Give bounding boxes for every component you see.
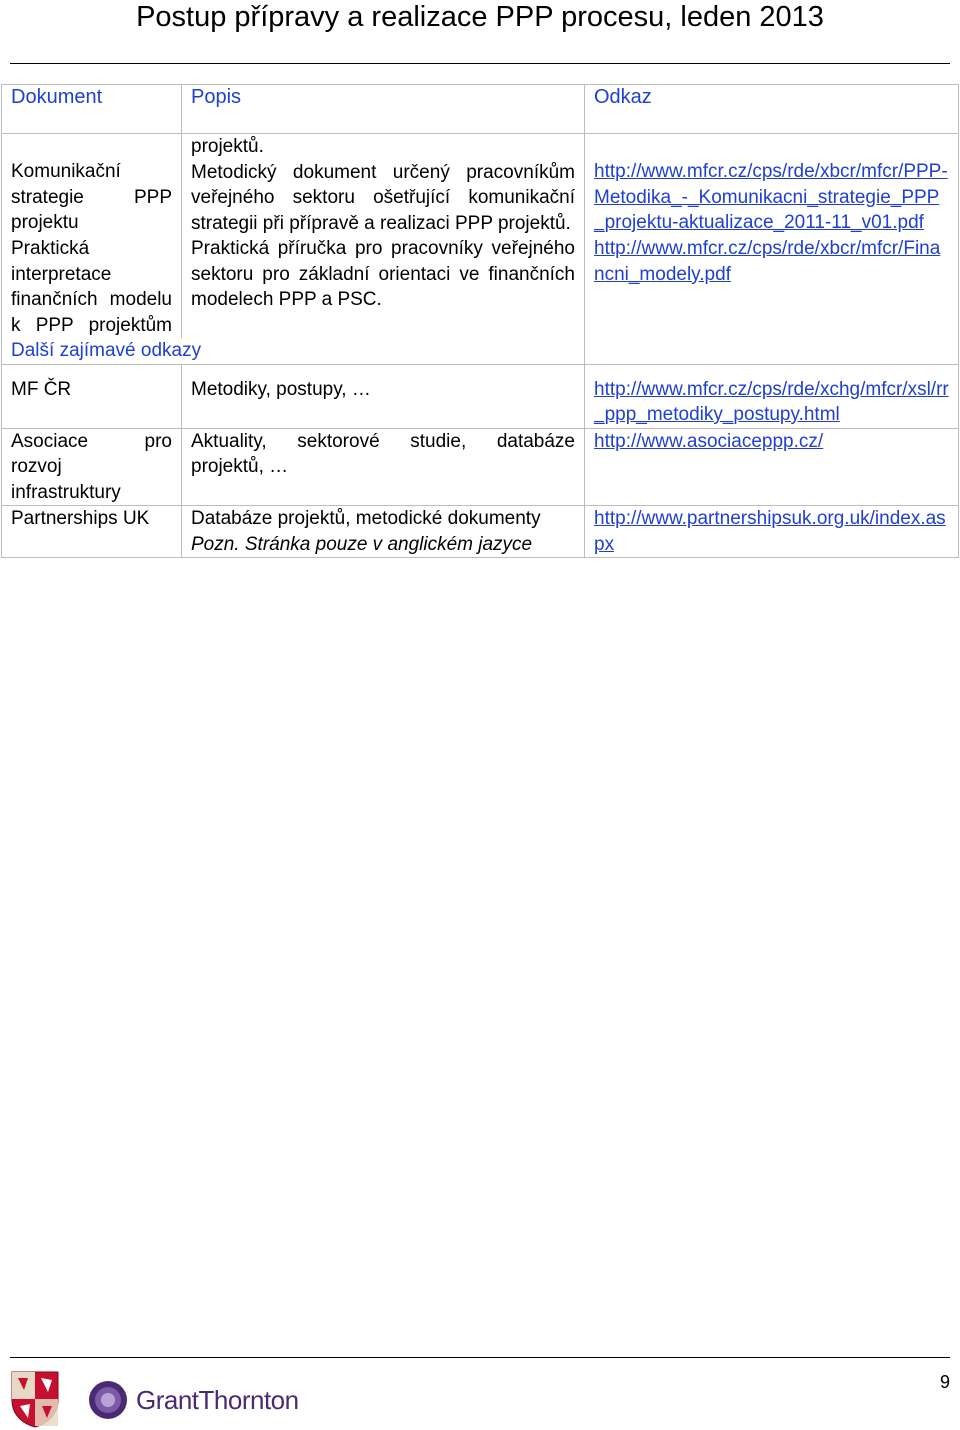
page-title: Postup přípravy a realizace PPP procesu, leden 2013 xyxy=(136,1,824,33)
row-document: Partnerships UK xyxy=(2,506,182,558)
row-document: Asociace pro rozvoj infrastruktury xyxy=(11,430,172,503)
table-row xyxy=(2,134,959,237)
row-link[interactable]: http://www.mfcr.cz/cps/rde/xbcr/mfcr/Financni_modely.pdf xyxy=(594,238,941,285)
row-link[interactable]: http://www.mfcr.cz/cps/rde/xchg/mfcr/xsl/rr_ppp_metodiky_postupy.html xyxy=(594,378,949,425)
table-row xyxy=(2,428,959,506)
row-description-prefix: projektů. xyxy=(191,136,264,157)
czech-crest-icon xyxy=(10,1370,60,1428)
section-row xyxy=(2,338,959,364)
table-row xyxy=(2,236,959,338)
grant-thornton-logo-icon xyxy=(88,1380,128,1420)
row-description: Databáze projektů, metodické dokumenty xyxy=(191,508,541,529)
section-title: Další zajímavé odkazy xyxy=(2,338,585,364)
title-divider xyxy=(10,63,950,64)
row-link[interactable]: http://www.partnershipsuk.org.uk/index.aspx xyxy=(594,508,946,555)
header-document: Dokument xyxy=(2,85,182,134)
header-description: Popis xyxy=(182,85,585,134)
row-note: Pozn. Stránka pouze v anglickém jazyce xyxy=(191,533,533,555)
row-document: Komunikační strategie PPP projektu xyxy=(11,161,172,233)
row-description: Metodiky, postupy, … xyxy=(182,364,585,428)
row-document: MF ČR xyxy=(2,364,182,428)
footer-divider xyxy=(10,1357,950,1358)
table-header-row xyxy=(2,85,959,134)
logo-text: GrantThornton xyxy=(136,1384,299,1415)
table-row xyxy=(2,364,959,428)
documents-table xyxy=(1,84,959,558)
row-description: Praktická příručka pro pracovníky veřejného sektoru pro základní orientaci ve finančních modelech PPP a PSC. xyxy=(191,238,575,310)
page-number: 9 xyxy=(939,1372,950,1392)
row-description: Metodický dokument určený pracovníkům veřejného sektoru ošetřující komunikační strategii při přípravě a realizaci PPP projektů. xyxy=(191,161,575,234)
header-link: Odkaz xyxy=(585,85,959,134)
table-row xyxy=(2,506,959,558)
row-description: Aktuality, sektorové studie, databáze projektů, … xyxy=(191,430,575,477)
row-link[interactable]: http://www.mfcr.cz/cps/rde/xbcr/mfcr/PPP-Metodika_-_Komunikacni_strategie_PPP_projektu-aktualizace_2011-11_v01.pdf xyxy=(594,161,948,233)
row-document: Praktická interpretace finančních modelu k PPP projektům xyxy=(11,238,172,336)
grant-thornton-logo xyxy=(88,1378,299,1422)
row-link[interactable]: http://www.asociaceppp.cz/ xyxy=(594,430,824,452)
